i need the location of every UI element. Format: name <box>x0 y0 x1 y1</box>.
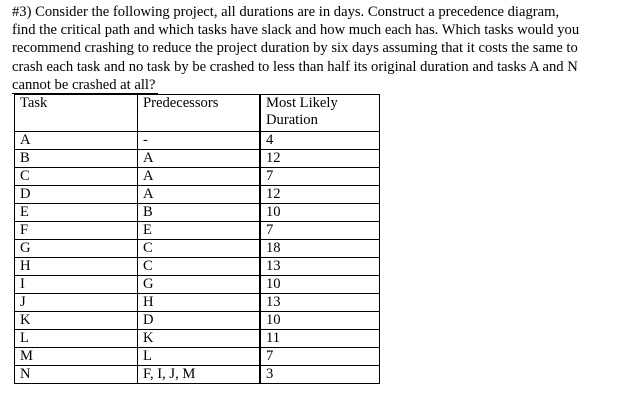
cell-task: K <box>15 312 138 330</box>
cell-duration: 7 <box>260 348 380 366</box>
cell-duration: 12 <box>260 150 380 168</box>
question-line: #3) Consider the following project, all durations are in days. Construct a precedence diagram, <box>12 4 560 20</box>
table-header-row <box>15 95 380 132</box>
cell-predecessors: A <box>138 168 261 186</box>
cell-duration: 13 <box>260 294 380 312</box>
cell-predecessors: A <box>138 186 261 204</box>
question-line: recommend crashing to reduce the project duration by six days assuming that it costs the same to <box>12 40 578 57</box>
header-task: Task <box>15 95 138 132</box>
table-row <box>15 240 380 258</box>
question-line: find the critical path and which tasks have slack and how much each has. Which tasks would you <box>12 22 580 39</box>
cell-task: F <box>15 222 138 240</box>
cell-duration: 12 <box>260 186 380 204</box>
cell-duration: 11 <box>260 330 380 348</box>
table-row <box>15 222 380 240</box>
header-predecessors: Predecessors <box>138 95 261 132</box>
question-text <box>12 3 618 94</box>
table-row <box>15 186 380 204</box>
cell-predecessors: B <box>138 204 261 222</box>
cell-duration: 18 <box>260 240 380 258</box>
cell-task: A <box>15 132 138 150</box>
cell-duration: 7 <box>260 222 380 240</box>
header-duration: Most Likely Duration <box>260 95 380 132</box>
cell-task: M <box>15 348 138 366</box>
cell-predecessors: F, I, J, M <box>138 366 261 384</box>
cell-task: B <box>15 150 138 168</box>
cell-predecessors: K <box>138 330 261 348</box>
table-row <box>15 132 380 150</box>
cell-duration: 10 <box>260 312 380 330</box>
cell-task: E <box>15 204 138 222</box>
cell-duration: 7 <box>260 168 380 186</box>
table-row <box>15 150 380 168</box>
cell-task: N <box>15 366 138 384</box>
cell-duration: 4 <box>260 132 380 150</box>
table-row <box>15 258 380 276</box>
cell-task: C <box>15 168 138 186</box>
question-line: crash each task and no task by be crashed to less than half its original duration and tasks A and N <box>12 58 578 75</box>
cell-predecessors: H <box>138 294 261 312</box>
table-row <box>15 348 380 366</box>
cell-task: L <box>15 330 138 348</box>
cell-task: G <box>15 240 138 258</box>
table-row <box>15 312 380 330</box>
cell-duration: 13 <box>260 258 380 276</box>
cell-duration: 3 <box>260 366 380 384</box>
question-line-last: cannot be crashed at all? <box>12 76 618 94</box>
cell-predecessors: - <box>138 132 261 150</box>
table-row <box>15 276 380 294</box>
cell-predecessors: L <box>138 348 261 366</box>
cell-predecessors: C <box>138 258 261 276</box>
table-row <box>15 204 380 222</box>
table-row <box>15 294 380 312</box>
cell-predecessors: C <box>138 240 261 258</box>
cell-task: H <box>15 258 138 276</box>
cell-duration: 10 <box>260 204 380 222</box>
cell-task: I <box>15 276 138 294</box>
cell-predecessors: A <box>138 150 261 168</box>
table-row <box>15 366 380 384</box>
table-row <box>15 330 380 348</box>
cell-predecessors: E <box>138 222 261 240</box>
cell-task: D <box>15 186 138 204</box>
cell-duration: 10 <box>260 276 380 294</box>
cell-predecessors: G <box>138 276 261 294</box>
project-table <box>14 94 380 384</box>
table-row <box>15 168 380 186</box>
cell-predecessors: D <box>138 312 261 330</box>
cell-task: J <box>15 294 138 312</box>
